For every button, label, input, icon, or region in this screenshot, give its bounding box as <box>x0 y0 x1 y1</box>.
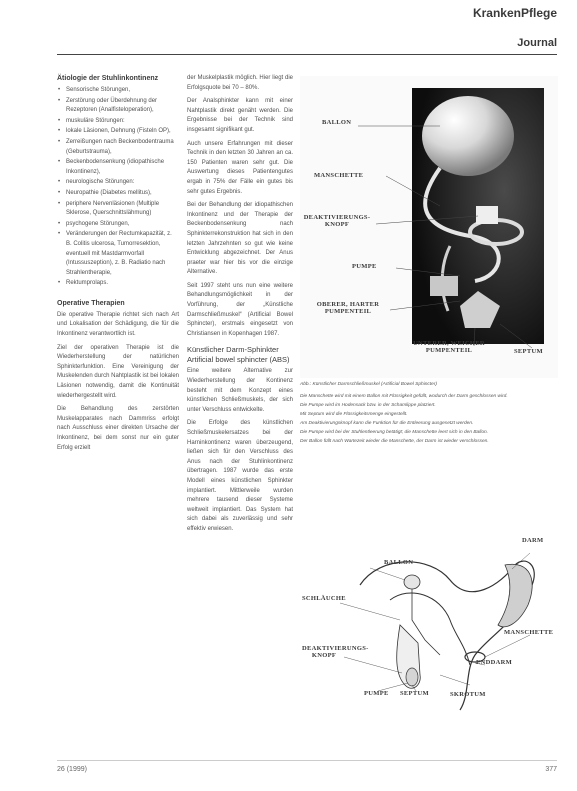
label-schlauch: SCHLÄUCHE <box>302 595 346 602</box>
caption-line: Die Pumpe wird im Hodensack bzw. in der Schamlippe platziert. <box>300 403 436 408</box>
label-septum-diagram: SEPTUM <box>400 690 429 697</box>
label-manschette: MANSCHETTE <box>314 172 364 179</box>
list-item: • Rektumprolaps. <box>66 279 179 289</box>
device-photo <box>300 76 558 378</box>
label-oberer-pumpenteil: OBERER, HARTER PUMPENTEIL <box>316 301 380 315</box>
paragraph: Die operative Therapie richtet sich nach Art und Lokalisation der Schädigung, die für die Inkontinenz verantwortlich ist. <box>57 311 179 338</box>
anatomy-diagram <box>300 525 558 720</box>
list-item: • Veränderungen der Rectumkapazität, z. B. Colitis ulcerosa, Tumorresektion, eventuell mit Mastdarmvorfall (Intussuszeption), z. B. Radiatio nach Strahlentherapie, <box>66 230 179 278</box>
section-heading-operative: Operative Therapien <box>57 299 125 307</box>
list-item: • Sensorische Störungen, <box>66 86 179 96</box>
paragraph: Auch unsere Erfahrungen mit dieser Technik in den letzten 30 Jahren an ca. 150 Patienten waren sehr gut. Die Auswertung dieses Patientengutes ergab in 75% der Fälle ein gutes bis sehr gutes Ergebnis. <box>187 140 293 195</box>
label-manschette-diagram: MANSCHETTE <box>504 629 554 636</box>
column-left <box>57 74 179 457</box>
label-darm: DARM <box>522 537 544 544</box>
label-unterer-pumpenteil: UNTERER, WEICHER PUMPENTEIL <box>413 340 485 354</box>
caption-title: Abb.: Künstlicher Darmschließmuskel (Artificial Bowel Sphincter) <box>300 382 438 387</box>
list-item: • neurologische Störungen: <box>66 178 179 188</box>
label-deaktivierung-diagram: DEAKTIVIERUNGS-KNOPF <box>302 645 369 659</box>
aetiology-list <box>57 86 179 289</box>
caption-line: Mit Septum wird die Flüssigkeitsmenge eingestellt. <box>300 412 408 417</box>
caption-line: Die Pumpe wird bei der Stuhlentleerung betätigt; die Manschette leert sich in den Ballon. <box>300 430 488 435</box>
anatomy-drawing <box>300 525 558 720</box>
footer-rule <box>57 760 557 761</box>
label-septum: SEPTUM <box>514 348 543 355</box>
page-number: 377 <box>545 766 557 773</box>
paragraph: Bei der Behandlung der idiopathischen Inkontinenz und der Therapie der Beckenbodensenkung nach Sphinkterrekonstruktion hat sich in den letzten Jahrzehnten so gut wie keine Entwicklung abgezeichnet. Der Anus praeter war hier bis vor die einzige Alternative. <box>187 202 293 276</box>
paragraph: Der Analsphinkter kann mit einer Nahtplastik direkt genäht werden. Die Ergebnisse bei der Technik sind insgesamt signifikant gut. <box>187 98 293 133</box>
list-item: • muskuläre Störungen: <box>66 117 179 127</box>
label-enddarm: ENDDARM <box>476 659 513 666</box>
caption-line: Am Deaktivierungsknopf kann die Funktion für die Entleerung ausgesetzt werden. <box>300 421 474 426</box>
paragraph: Ziel der operativen Therapie ist die Wiederherstellung der natürlichen Sphinkterfunktion. Eine Vereinigung der Muskelenden durch Nahtplastik ist bei lokalen Läsionen notwendig, damit die Kontinuität wiederhergestellt wird. <box>57 344 179 399</box>
list-item: • Beckenbodensenkung (idiopathische Inkontinenz), <box>66 158 179 177</box>
balloon-shape <box>422 96 514 176</box>
list-item: • lokale Läsionen, Dehnung (Fisteln OP), <box>66 127 179 137</box>
paragraph: Die Erfolge des künstlichen Schließmuskelersatzes bei der Harninkontinenz waren überzeugend, ließen sich für den Verschluss des Anus nach der Stuhlinkontinenz übertragen. 1987 wurde das erste Modell eines künstlichen Sphinkter implantiert. Mittlerweile wurden mehrere tausend dieser Systeme weltweit implantiert. Das System hat sich dabei als zuverlässig und sehr effektiv erwiesen. <box>187 420 293 532</box>
label-skrotum: SKROTUM <box>450 691 486 698</box>
header-rule <box>57 54 557 55</box>
section-heading-abs: Künstlicher Darm-Sphinkter Artificial bowel sphincter (ABS) <box>187 345 290 364</box>
label-ballon-diagram: BALLON <box>384 559 414 566</box>
label-ballon: BALLON <box>322 119 352 126</box>
label-deaktivierung: DEAKTIVIERUNGS-KNOPF <box>303 214 371 228</box>
paragraph: der Muskelplastik möglich. Hier liegt die Erfolgsquote bei 70 – 80%. <box>187 75 293 91</box>
list-item: • Neuropathie (Diabetes mellitus), <box>66 189 179 199</box>
list-item: • Zerstörung oder Überdehnung der Rezeptoren (Analfisteloperation), <box>66 97 179 116</box>
label-pumpe: PUMPE <box>352 263 377 270</box>
paragraph: Eine weitere Alternative zur Wiederherstellung der Kontinenz besteht mit dem Konzept eines künstlichen Schließmuskels, der sich unter Verschluss entwickelte. <box>187 368 293 413</box>
paragraph: Die Behandlung des zerstörten Muskelapparates nach Dammriss erfolgt nach Ausschluss einer direkten Ursache der Inkontinenz, bei dem sonst nur ein guter Erfolg erzielt <box>57 406 179 451</box>
footer-issue: 26 (1999) <box>57 766 87 773</box>
list-item: • periphere Nervenläsionen (Multiple Sklerose, Querschnittslähmung) <box>66 200 179 219</box>
journal-section: Journal <box>517 37 557 49</box>
figure-caption <box>300 381 558 447</box>
section-heading-aetiologie: Ätiologie der Stuhlinkontinenz <box>57 75 159 82</box>
column-middle <box>187 74 293 539</box>
journal-brand: KrankenPflege <box>472 6 557 20</box>
label-pumpe-diagram: PUMPE <box>364 690 389 697</box>
paragraph: Seit 1997 steht uns nun eine weitere Behandlungsmöglichkeit in der Vorführung, der „Künstliche Darmschließmuskel“ (Artificial Bowel Sphincter), erstmals eingesetzt von Christiansen in Kopenhagen 1987. <box>187 282 293 337</box>
list-item: • psychogene Störungen, <box>66 220 179 230</box>
list-item: • Zerreißungen nach Beckenbodentrauma (Geburtstrauma), <box>66 138 179 157</box>
caption-line: Der Ballon füllt nach Wartezeit wieder die Manschette, der Darm ist wieder verschlossen. <box>300 439 489 444</box>
caption-line: Die Manschette wird mit einem Ballon mit Flüssigkeit gefüllt, wodurch der Darm geschlossen wird. <box>300 394 508 399</box>
